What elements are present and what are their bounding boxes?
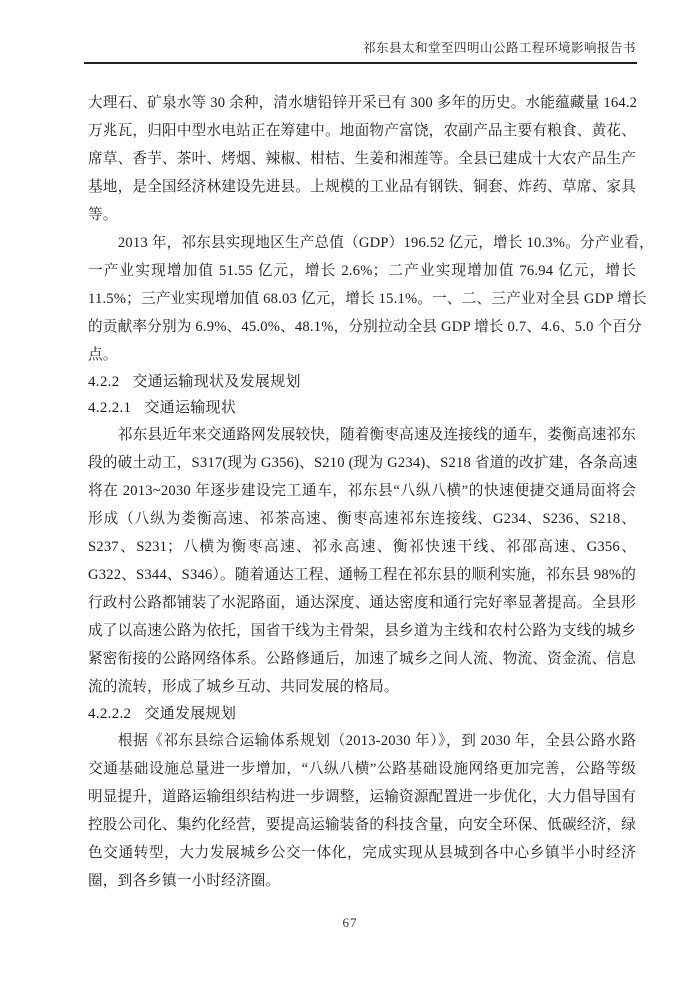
section-heading-number: 4.2.2.2 [88,706,132,722]
text-line: 行政村公路都铺装了水泥路面，通达深度、通达密度和通行完好率显著提高。全县形 [88,595,636,611]
text-line: 明显提升，道路运输组织结构进一步调整，运输资源配置进一步优化，大力倡导国有 [88,789,636,805]
text-line: 一产业实现增加值 51.55 亿元，增长 2.6%；二产业实现增加值 76.94 亿元，增长 [88,263,636,279]
section-heading [88,395,636,421]
text-line: G322、S344、S346）。随着通达工程、通畅工程在祁东县的顺利实施，祁东县 98%的 [88,567,636,583]
section-heading-title: 交通发展规划 [144,706,237,722]
text-line: S237、S231；八横为衡枣高速、祁永高速、衡祁快速干线、祁邵高速、G356、 [88,539,636,555]
text-line: 色交通转型，大力发展城乡公交一体化，完成实现从县城到各中心乡镇半小时经济 [88,845,636,861]
text-line: 成了以高速公路为依托，国省干线为主骨架，县乡道为主线和农村公路为支线的城乡 [88,623,636,639]
text-line: 紧密衔接的公路网络体系。公路修通后，加速了城乡之间人流、物流、资金流、信息 [88,651,636,667]
text-line: 根据《祁东县综合运输体系规划（2013-2030 年）》，到 2030 年，全县公路水路 [117,733,636,749]
section-heading-number: 4.2.2 [88,374,120,390]
text-line: 流的流转，形成了城乡互动、共同发展的格局。 [88,679,399,695]
text-line: 祁东县近年来交通路网发展较快，随着衡枣高速及连接线的通车，娄衡高速祁东 [117,427,636,443]
text-line: 基地，是全国经济林建设先进县。上规模的工业品有钢铁、铜套、炸药、草席、家具 [88,179,636,195]
text-line: 点。 [88,347,118,363]
text-line: 将在 2013~2030 年逐步建设完工通车，祁东县“八纵八横”的快速便捷交通局面将会 [88,483,636,499]
text-line: 圈，到各乡镇一小时经济圈。 [88,873,281,889]
text-line: 交通基础设施总量进一步增加，“八纵八横”公路基础设施网络更加完善，公路等级 [88,761,636,777]
paragraph [88,727,636,895]
page-number: 67 [342,915,358,930]
text-line: 的贡献率分别为 6.9%、45.0%、48.1%，分别拉动全县 GDP 增长 0.7、4.6、5.0 个百分 [88,319,642,335]
text-line: 等。 [88,207,118,223]
section-heading-number: 4.2.2.1 [88,400,132,416]
text-line: 2013 年，祁东县实现地区生产总值（GDP）196.52 亿元，增长 10.3%。分产业看， [117,235,654,251]
paragraph [88,229,654,369]
text-line: 11.5%；三产业实现增加值 68.03 亿元，增长 15.1%。一、二、三产业对全县 GDP 增长 [88,291,647,307]
text-line: 段的破土动工，S317(现为 G356)、S210 (现为 G234)、S218 省道的改扩建，各条高速 [88,455,638,471]
paragraph [88,89,636,229]
document-body [88,89,654,895]
section-heading [88,369,636,395]
header-rule [84,62,637,64]
paragraph [88,421,636,701]
running-header-title: 祁东县太和堂至四明山公路工程环境影响报告书 [362,41,636,55]
section-heading-title: 交通运输现状 [144,400,237,416]
text-line: 万兆瓦，归阳中型水电站正在筹建中。地面物产富饶，农副产品主要有粮食、黄花、 [88,123,636,139]
text-line: 席草、香芋、茶叶、烤烟、辣椒、柑桔、生姜和湘莲等。全县已建成十大农产品生产 [88,151,636,167]
text-line: 形成（八纵为娄衡高速、祁茶高速、衡枣高速祁东连接线、G234、S236、S218、 [88,511,636,527]
section-heading-title: 交通运输现状及发展规划 [132,374,301,390]
text-line: 大理石、矿泉水等 30 余种，清水塘铅锌开采已有 300 多年的历史。水能蕴藏量 164.2 [88,95,638,111]
text-line: 控股公司化、集约化经营，要提高运输装备的科技含量，向安全环保、低碳经济，绿 [88,817,636,833]
section-heading [88,701,636,727]
